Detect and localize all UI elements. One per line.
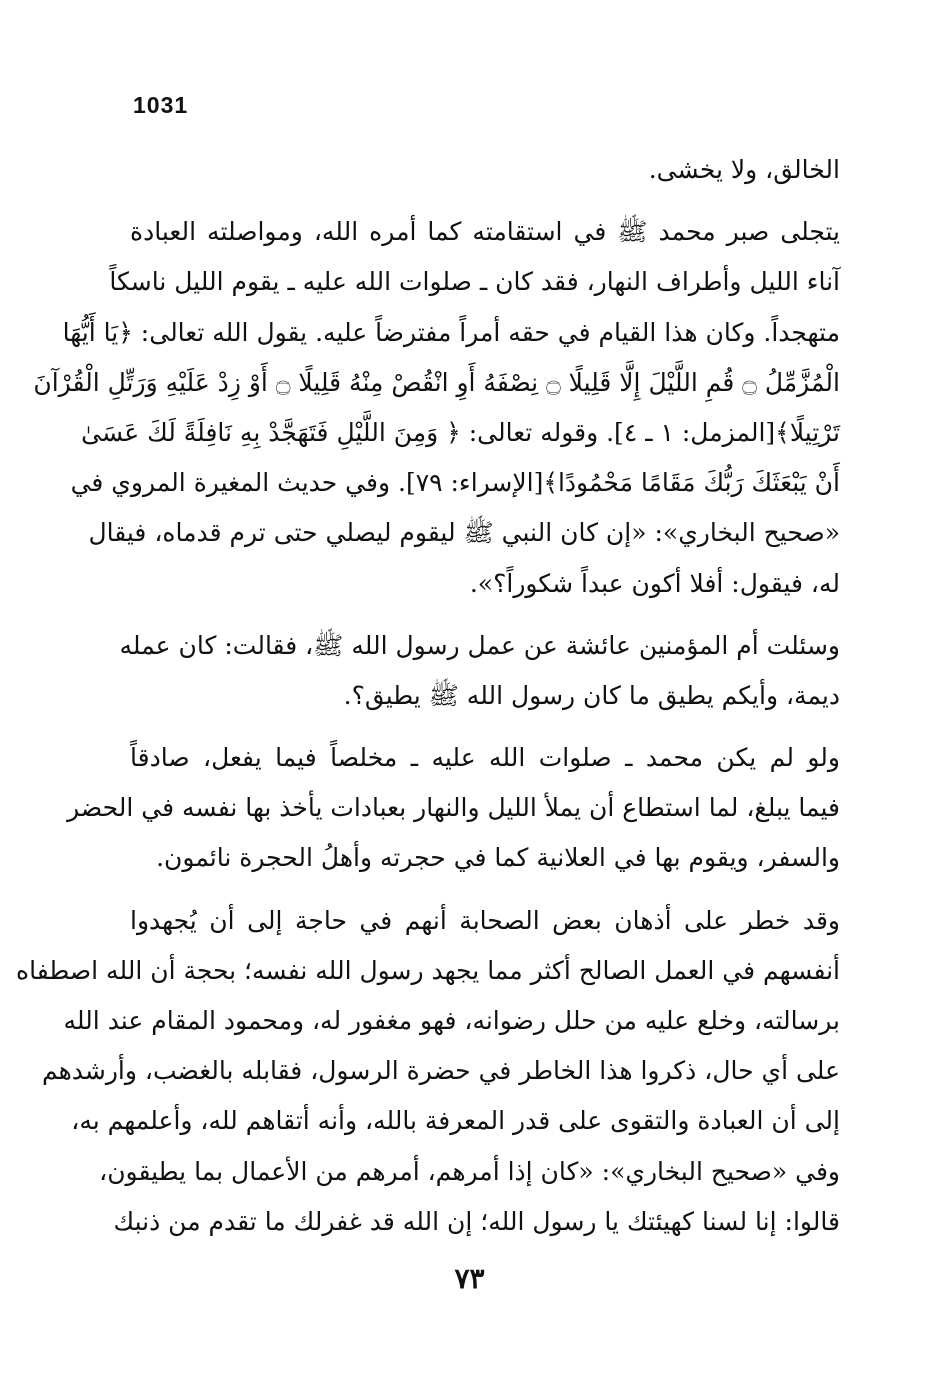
text-line: يتجلى صبر محمد ﷺ في استقامته كما أمره الله، ومواصلته العبادة [130, 217, 840, 247]
text-line: «صحيح البخاري»: «إن كان النبي ﷺ ليقوم ليصلي حتى ترم قدماه، فيقال [88, 518, 840, 548]
paragraph [33, 207, 840, 609]
text-line: وقد خطر على أذهان بعض الصحابة أنهم في حاجة إلى أن يُجهدوا [130, 905, 840, 935]
text-line: أنفسهم في العمل الصالح أكثر مما يجهد رسول الله نفسه؛ بحجة أن الله اصطفاه [16, 955, 840, 985]
text-line: والسفر، ويقوم بها في العلانية كما في حجرته وأهلُ الحجرة نائمون. [156, 843, 840, 873]
text-line: ديمة، وأيكم يطيق ما كان رسول الله ﷺ يطيق؟. [343, 680, 840, 710]
text-line: قالوا: إنا لسنا كهيئتك يا رسول الله؛ إن الله قد غفرلك ما تقدم من ذنبك [113, 1206, 840, 1236]
text-line: آناء الليل وأطراف النهار، فقد كان ـ صلوات الله عليه ـ يقوم الليل ناسكاً [109, 267, 840, 297]
text-line: له، فيقول: أفلا أكون عبداً شكوراً؟». [469, 568, 840, 598]
page-number-bottom: ٧٣ [454, 1262, 485, 1295]
paragraph [67, 733, 840, 884]
body-text [16, 145, 840, 1247]
text-line: على أي حال، ذكروا هذا الخاطر في حضرة الرسول، فقابله بالغضب، وأرشدهم [41, 1056, 840, 1086]
text-line: فيما يبلغ، لما استطاع أن يملأ الليل والنهار بعبادات يأخذ بها نفسه في الحضر [67, 793, 840, 823]
quran-verse-line: الْمُزَّمِّلُ ۝ قُمِ اللَّيْلَ إِلَّا قَلِيلًا ۝ نِصْفَهُ أَوِ انْقُصْ مِنْهُ قَلِيلًا ۝ أَوْ زِدْ عَلَيْهِ وَرَتِّلِ الْقُرْآنَ [33, 367, 840, 397]
text-line: ولو لم يكن محمد ـ صلوات الله عليه ـ مخلصاً فيما يفعل، صادقاً [130, 743, 840, 773]
text-line: وسئلت أم المؤمنين عائشة عن عمل رسول الله ﷺ، فقالت: كان عمله [119, 630, 840, 660]
text-line: وفي «صحيح البخاري»: «كان إذا أمرهم، أمرهم من الأعمال بما يطيقون، [99, 1156, 840, 1186]
text-line: متهجداً. وكان هذا القيام في حقه أمراً مفترضاً عليه. يقول الله تعالى: ﴿يَا أَيُّهَا [62, 317, 840, 347]
quran-verse-line: أَنْ يَبْعَثَكَ رَبُّكَ مَقَامًا مَحْمُودًا﴾[الإسراء: ٧٩]. وفي حديث المغيرة المروي في [70, 468, 840, 498]
paragraph [16, 896, 840, 1247]
page-number-top: 1031 [133, 92, 189, 118]
text-line: برسالته، وخلع عليه من حلل رضوانه، فهو مغفور له، ومحمود المقام عند الله [63, 1006, 840, 1035]
text-line: الخالق، ولا يخشى. [648, 155, 840, 184]
paragraph [119, 621, 840, 721]
quran-verse-line: تَرْتِيلًا﴾[المزمل: ١ ـ ٤]. وقوله تعالى: ﴿ وَمِنَ اللَّيْلِ فَتَهَجَّدْ بِهِ نَافِلَةً لَكَ عَسَىٰ [81, 417, 840, 447]
paragraph [130, 145, 840, 195]
text-line: إلى أن العبادة والتقوى على قدر المعرفة بالله، وأنه أتقاهم لله، وأعلمهم به، [71, 1106, 840, 1136]
